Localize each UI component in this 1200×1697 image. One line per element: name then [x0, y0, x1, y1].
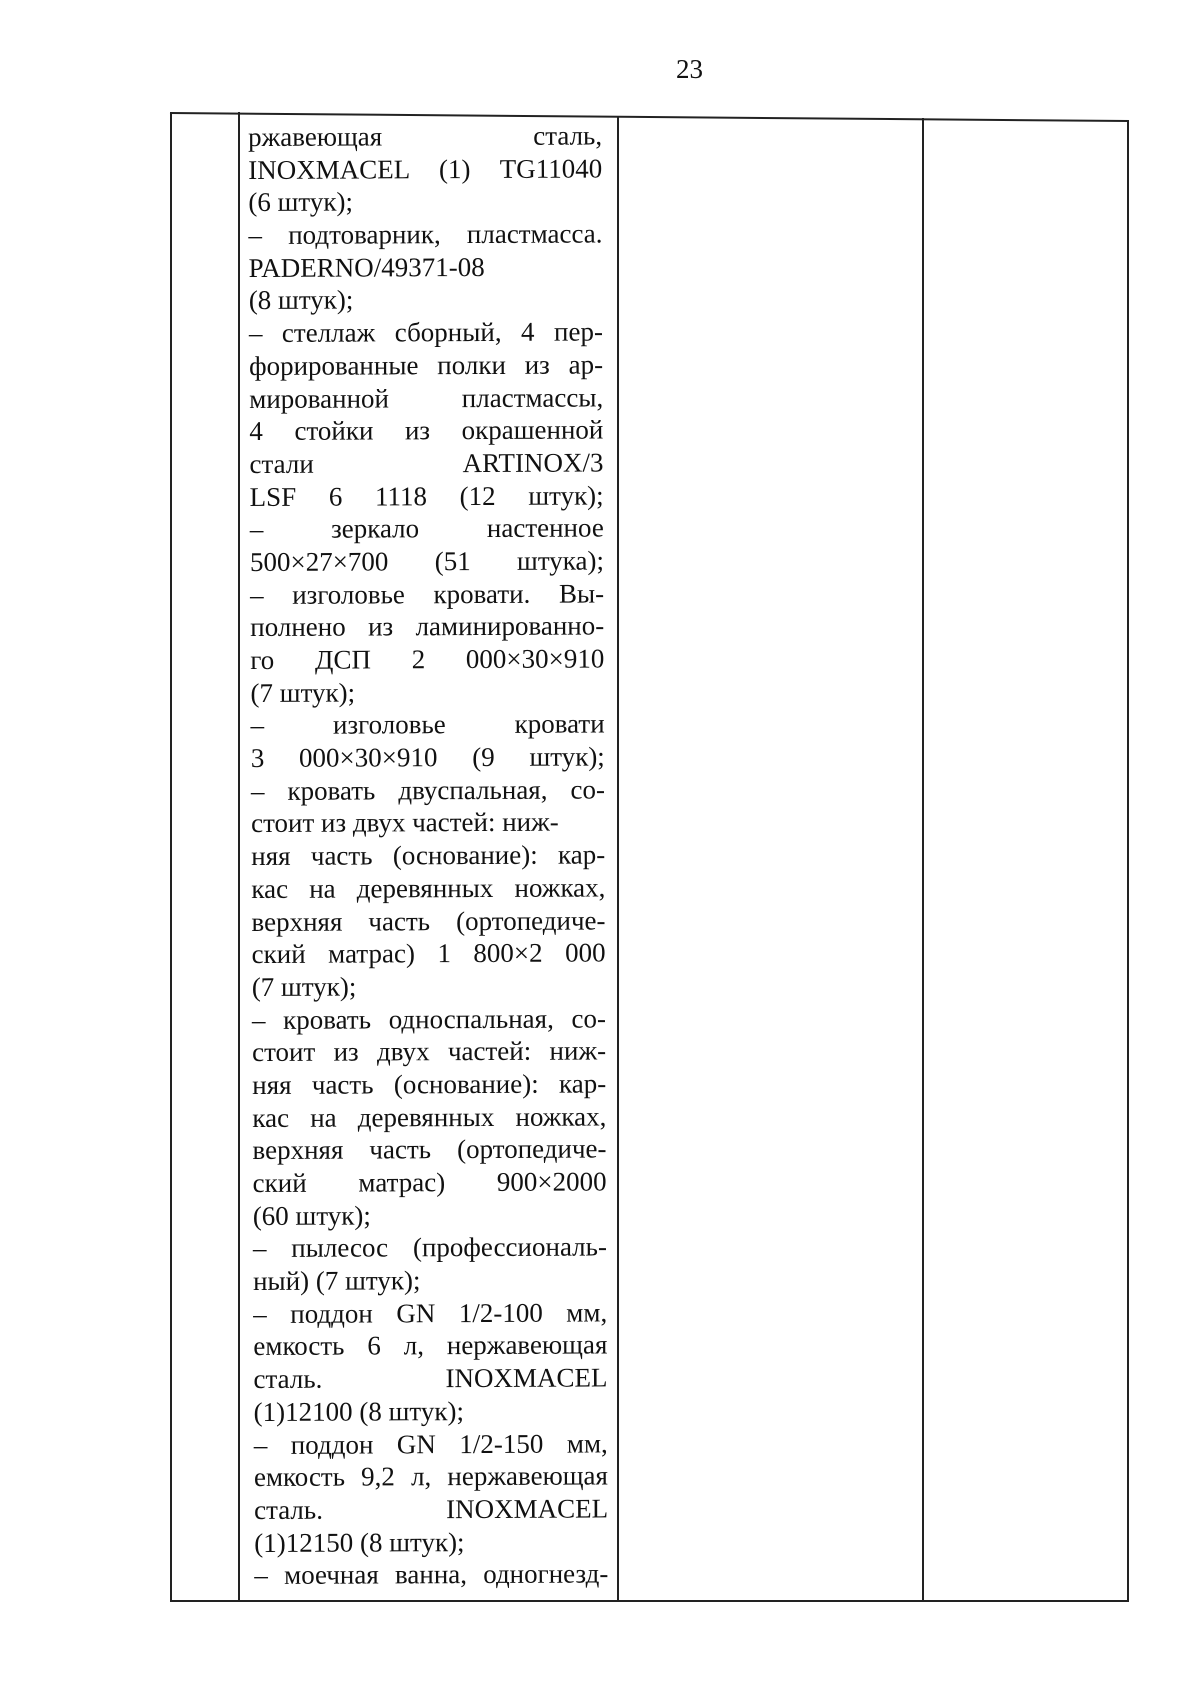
description-line: – кровать двуспальная, со- [250, 774, 605, 806]
description-line: форированные полки из ар- [249, 349, 604, 381]
description-line: – поддон GN 1/2-150 мм, [253, 1427, 608, 1460]
description-line: – зеркало настенное [249, 512, 604, 545]
description-line: – подтоварник, пластмасса. [248, 218, 603, 251]
description-line: (8 штук); [248, 284, 354, 316]
description-line: – поддон GN 1/2-100 мм, [253, 1297, 608, 1329]
description-line: кас на деревянных ножках, [251, 872, 606, 904]
description-line: (1)12100 (8 штук); [253, 1395, 465, 1427]
description-line: (1)12150 (8 штук); [254, 1526, 465, 1558]
page-number: 23 [676, 54, 703, 84]
description-line: сталь. INOXMACEL [253, 1362, 608, 1395]
column-divider-1 [238, 112, 240, 1602]
description-line: няя часть (основание): кар- [251, 839, 606, 872]
table-border-bottom [170, 1600, 1129, 1602]
description-line: (7 штук); [251, 971, 357, 1002]
description-line: мированной пластмассы, [249, 381, 604, 414]
description-line: – изголовье кровати [250, 708, 605, 741]
description-line: (60 штук); [252, 1200, 371, 1231]
description-line: PADERNO/49371-08 [248, 251, 485, 283]
description-line: емкость 9,2 л, нержавеющая [253, 1460, 608, 1493]
description-line: – моечная ванна, одногнезд- [254, 1558, 609, 1591]
description-line: сталь. INOXMACEL [253, 1493, 609, 1525]
description-line: стоит из двух частей: ниж- [251, 1035, 607, 1068]
description-line: стали ARTINOX/3 [249, 447, 604, 479]
description-line: верхняя часть (ортопедиче- [251, 904, 606, 937]
description-line: го ДСП 2 000×30×910 [250, 643, 605, 675]
description-line: емкость 6 л, нержавеющая [253, 1329, 608, 1362]
description-line: няя часть (основание): кар- [252, 1068, 607, 1100]
description-line: – пылесос (профессиональ- [252, 1231, 607, 1264]
description-line: (7 штук); [250, 677, 356, 708]
description-line: ский матрас) 900×2000 [252, 1166, 607, 1198]
description-line: LSF 6 1118 (12 штук); [249, 480, 604, 512]
description-line: INOXMACEL (1) TG11040 [248, 153, 603, 185]
description-line: 4 стойки из окрашенной [249, 414, 604, 447]
column-divider-3 [922, 118, 924, 1602]
description-line: верхняя часть (ортопедиче- [252, 1133, 607, 1166]
description-line: ский матрас) 1 800×2 000 [251, 937, 606, 970]
description-line: 3 000×30×910 (9 штук); [250, 741, 605, 774]
description-line: (6 штук); [248, 186, 354, 218]
description-line: – стеллаж сборный, 4 пер- [248, 316, 603, 349]
description-line: стоит из двух частей: ниж- [250, 807, 559, 839]
column-divider-2 [617, 116, 619, 1602]
equipment-description-cell [248, 119, 608, 1591]
table-border-left [170, 112, 172, 1602]
description-line: – кровать односпальная, со- [251, 1003, 606, 1035]
description-line: 500×27×700 (51 штука); [249, 545, 604, 577]
description-line: кас на деревянных ножках, [252, 1101, 607, 1133]
description-line: ржавеющая сталь, [248, 120, 603, 152]
description-line: полнено из ламинированно- [250, 610, 605, 643]
table-border-right [1127, 120, 1129, 1602]
description-line: ный) (7 штук); [252, 1265, 421, 1297]
description-line: – изголовье кровати. Вы- [250, 578, 605, 610]
